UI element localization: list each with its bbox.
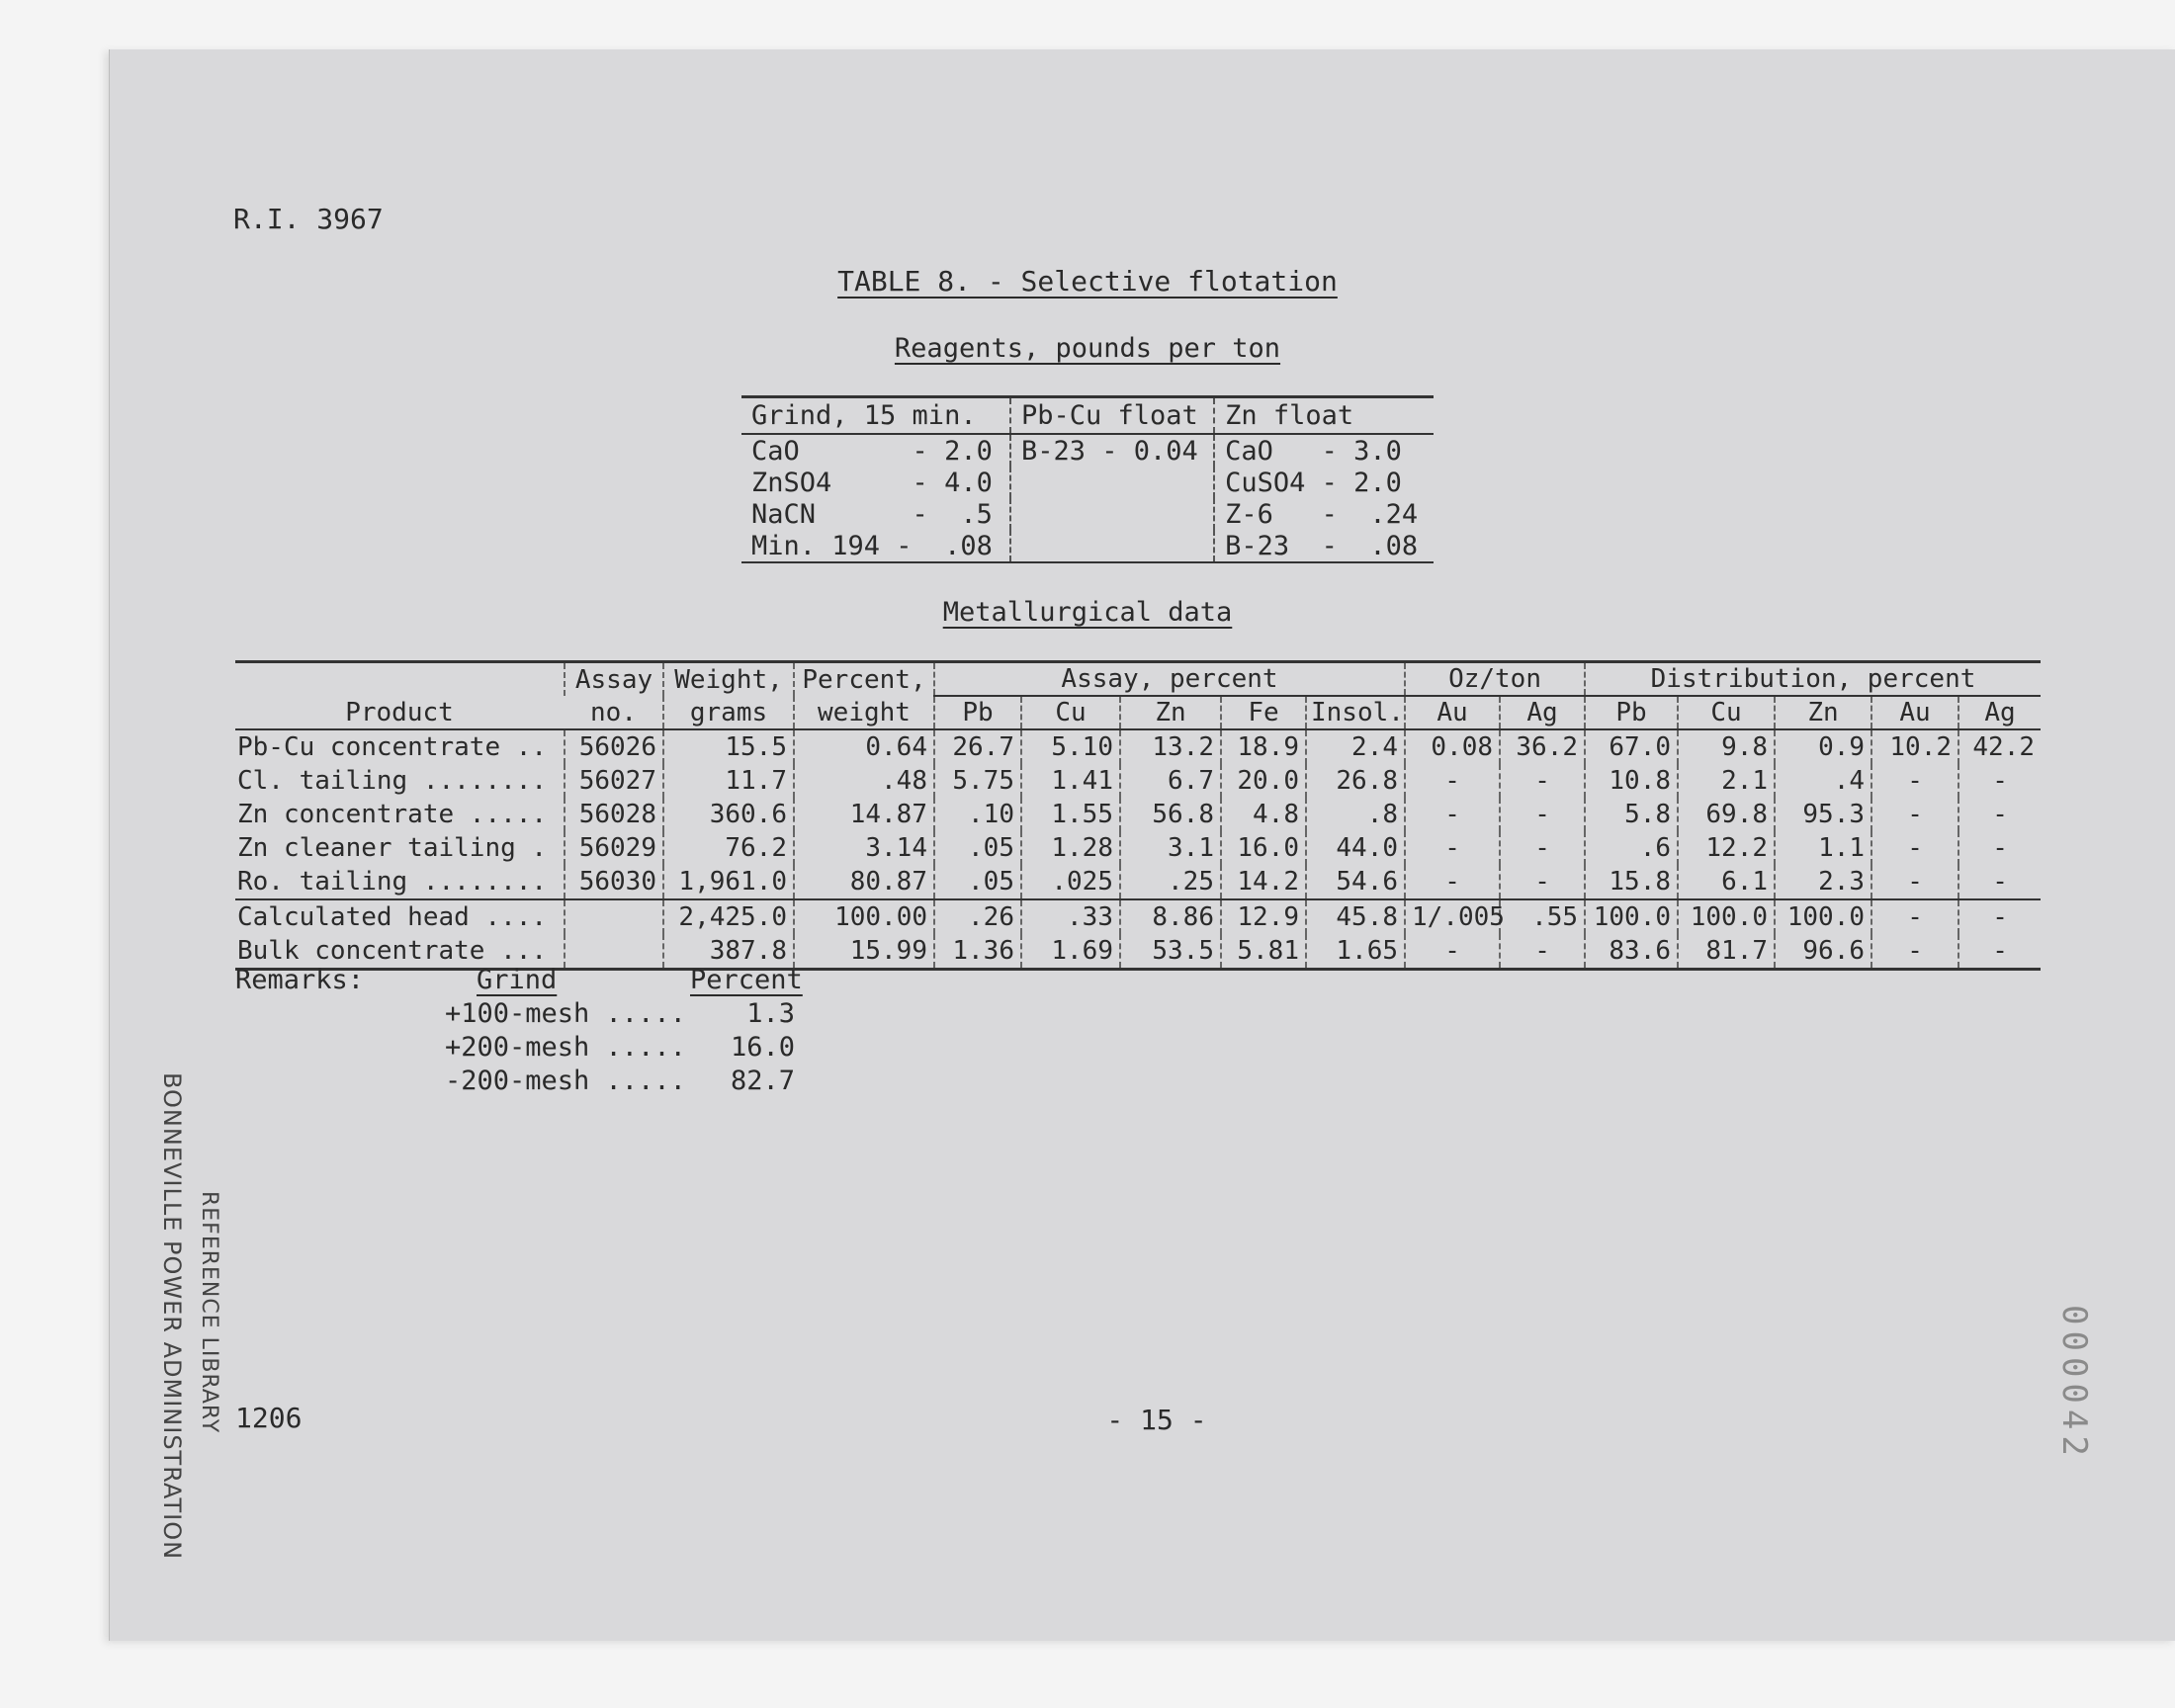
- table-cell: .6: [1585, 831, 1678, 865]
- reagents-table: [741, 395, 1434, 563]
- footer-left: 1206: [235, 1402, 303, 1434]
- table-cell: -: [1405, 865, 1500, 899]
- table-cell: 3.1: [1120, 831, 1221, 865]
- header-weight-top: Weight,: [663, 662, 794, 697]
- table-cell: 42.2: [1958, 729, 2041, 764]
- table-cell: -: [1871, 865, 1958, 899]
- table-row: [235, 764, 2041, 798]
- table-row: [235, 831, 2041, 865]
- table-cell: -: [1871, 764, 1958, 798]
- table-cell: -: [1871, 798, 1958, 831]
- table-cell: -: [1958, 831, 2041, 865]
- reagents-cell: CuSO4 - 2.0: [1214, 467, 1434, 498]
- table-cell: .10: [934, 798, 1021, 831]
- remarks-percent: 1.3: [746, 998, 795, 1029]
- product-name: Calculated head ....: [235, 899, 565, 934]
- header-assay-percent: Assay, percent: [934, 662, 1405, 697]
- table-cell: 5.10: [1021, 729, 1120, 764]
- table-cell: 1.65: [1306, 934, 1405, 970]
- serial-number: 000042: [2054, 1305, 2094, 1462]
- table-cell: 14.87: [794, 798, 934, 831]
- table-cell: -: [1500, 934, 1585, 970]
- table-cell: 1.55: [1021, 798, 1120, 831]
- header-col: Cu: [1678, 696, 1775, 729]
- table-cell: 69.8: [1678, 798, 1775, 831]
- table-cell: 26.7: [934, 729, 1021, 764]
- table-cell: 100.0: [1678, 899, 1775, 934]
- table-cell: .33: [1021, 899, 1120, 934]
- table-cell: 83.6: [1585, 934, 1678, 970]
- table-cell: [565, 934, 663, 970]
- table-cell: 45.8: [1306, 899, 1405, 934]
- table-cell: 15.5: [663, 729, 794, 764]
- table-cell: 12.2: [1678, 831, 1775, 865]
- header-col: Pb: [934, 696, 1021, 729]
- library-stamp: [127, 1072, 225, 1596]
- table-cell: 56030: [565, 865, 663, 899]
- table-cell: -: [1958, 764, 2041, 798]
- table-cell: 54.6: [1306, 865, 1405, 899]
- table-title: TABLE 8. - Selective flotation: [837, 265, 1338, 298]
- table-cell: 100.00: [794, 899, 934, 934]
- table-cell: 5.75: [934, 764, 1021, 798]
- remarks-grind: +200-mesh .....: [445, 1032, 686, 1063]
- table-cell: -: [1958, 899, 2041, 934]
- table-cell: 6.7: [1120, 764, 1221, 798]
- table-cell: 0.9: [1775, 729, 1871, 764]
- remarks-grind-header: Grind: [477, 965, 558, 995]
- header-col: Cu: [1021, 696, 1120, 729]
- table-cell: 2.3: [1775, 865, 1871, 899]
- table-cell: 36.2: [1500, 729, 1585, 764]
- table-cell: 1.1: [1775, 831, 1871, 865]
- table-cell: 26.8: [1306, 764, 1405, 798]
- stamp-line-1: REFERENCE LIBRARY: [197, 1191, 221, 1434]
- table-cell: -: [1500, 865, 1585, 899]
- table-cell: -: [1871, 899, 1958, 934]
- table-cell: 1.36: [934, 934, 1021, 970]
- remarks-grind: -200-mesh .....: [445, 1066, 686, 1096]
- reagents-title: Reagents, pounds per ton: [894, 333, 1281, 364]
- table-cell: 1.28: [1021, 831, 1120, 865]
- header-col: Au: [1871, 696, 1958, 729]
- table-cell: 80.87: [794, 865, 934, 899]
- remarks-percent: 82.7: [730, 1066, 795, 1096]
- table-cell: 14.2: [1221, 865, 1306, 899]
- header-distribution: Distribution, percent: [1585, 662, 2041, 697]
- reagents-cell: B-23 - 0.04: [1010, 434, 1214, 467]
- product-name: Zn cleaner tailing .: [237, 833, 548, 863]
- table-cell: 56028: [565, 798, 663, 831]
- table-cell: -: [1405, 798, 1500, 831]
- table-cell: 1,961.0: [663, 865, 794, 899]
- table-cell: 0.08: [1405, 729, 1500, 764]
- remarks-percent: 16.0: [730, 1032, 795, 1063]
- remarks-percent-header: Percent: [690, 965, 803, 995]
- page-number: - 15 -: [1106, 1404, 1207, 1436]
- header-col: Insol.: [1306, 696, 1405, 729]
- table-cell: 10.2: [1871, 729, 1958, 764]
- table-cell: -: [1500, 831, 1585, 865]
- table-cell: 76.2: [663, 831, 794, 865]
- reagents-cell: [1010, 498, 1214, 530]
- table-cell: -: [1871, 934, 1958, 970]
- table-cell: -: [1405, 831, 1500, 865]
- table-cell: .55: [1500, 899, 1585, 934]
- metallurgical-table: [235, 660, 2041, 971]
- table-cell: .26: [934, 899, 1021, 934]
- table-cell: 18.9: [1221, 729, 1306, 764]
- table-cell: 3.14: [794, 831, 934, 865]
- table-cell: 1.41: [1021, 764, 1120, 798]
- product-name: Pb-Cu concentrate ..: [237, 732, 548, 762]
- reagents-cell: CaO - 2.0: [751, 435, 993, 467]
- table-cell: .25: [1120, 865, 1221, 899]
- table-cell: -: [1405, 934, 1500, 970]
- report-id: R.I. 3967: [233, 203, 384, 235]
- reagents-cell: CaO - 3.0: [1214, 434, 1434, 467]
- table-cell: 1.69: [1021, 934, 1120, 970]
- table-cell: 360.6: [663, 798, 794, 831]
- product-name: Cl. tailing ........: [237, 766, 548, 796]
- table-cell: -: [1871, 831, 1958, 865]
- table-cell: 1/.005: [1405, 899, 1500, 934]
- remarks-label: Remarks:: [235, 965, 365, 995]
- reagents-cell: Min. 194 - .08: [751, 530, 993, 561]
- table-row: [235, 865, 2041, 899]
- table-cell: 9.8: [1678, 729, 1775, 764]
- header-assay-no: no.: [565, 696, 663, 729]
- metallurgical-title: Metallurgical data: [942, 597, 1233, 628]
- header-col: Zn: [1775, 696, 1871, 729]
- table-cell: 95.3: [1775, 798, 1871, 831]
- table-cell: 56029: [565, 831, 663, 865]
- table-row: [235, 899, 2041, 934]
- table-cell: 0.64: [794, 729, 934, 764]
- reagents-header-pbcu: Pb-Cu float: [1010, 397, 1214, 435]
- header-col: Fe: [1221, 696, 1306, 729]
- table-cell: 56026: [565, 729, 663, 764]
- reagents-row: [741, 530, 1434, 562]
- table-cell: 53.5: [1120, 934, 1221, 970]
- reagents-header-grind: Grind, 15 min.: [741, 397, 1010, 435]
- table-cell: .8: [1306, 798, 1405, 831]
- table-cell: -: [1958, 865, 2041, 899]
- table-row: [235, 798, 2041, 831]
- header-oz-ton: Oz/ton: [1405, 662, 1585, 697]
- header-col: Au: [1405, 696, 1500, 729]
- header-percent-top: Percent,: [794, 662, 934, 697]
- table-cell: .025: [1021, 865, 1120, 899]
- reagents-cell: [1010, 467, 1214, 498]
- reagents-cell: [1010, 530, 1214, 562]
- header-percent: weight: [794, 696, 934, 729]
- reagents-cell: Z-6 - .24: [1214, 498, 1434, 530]
- table-cell: 96.6: [1775, 934, 1871, 970]
- table-cell: 5.81: [1221, 934, 1306, 970]
- table-cell: 2.4: [1306, 729, 1405, 764]
- table-cell: 20.0: [1221, 764, 1306, 798]
- table-cell: 81.7: [1678, 934, 1775, 970]
- header-col: Zn: [1120, 696, 1221, 729]
- table-cell: 16.0: [1221, 831, 1306, 865]
- table-cell: 67.0: [1585, 729, 1678, 764]
- table-cell: 6.1: [1678, 865, 1775, 899]
- table-cell: -: [1500, 764, 1585, 798]
- table-cell: .05: [934, 865, 1021, 899]
- table-cell: 13.2: [1120, 729, 1221, 764]
- reagents-cell: B-23 - .08: [1214, 530, 1434, 562]
- table-cell: 387.8: [663, 934, 794, 970]
- reagents-row: [741, 467, 1434, 498]
- table-cell: 100.0: [1585, 899, 1678, 934]
- table-cell: -: [1405, 764, 1500, 798]
- header-col: Pb: [1585, 696, 1678, 729]
- table-cell: [565, 899, 663, 934]
- table-cell: -: [1958, 934, 2041, 970]
- stamp-line-2: BONNEVILLE POWER ADMINISTRATION: [158, 1072, 186, 1561]
- table-cell: -: [1958, 798, 2041, 831]
- remarks-grind: +100-mesh .....: [445, 998, 686, 1029]
- table-row: [235, 729, 2041, 764]
- table-cell: 8.86: [1120, 899, 1221, 934]
- table-cell: .4: [1775, 764, 1871, 798]
- header-col: Ag: [1500, 696, 1585, 729]
- table-cell: 44.0: [1306, 831, 1405, 865]
- table-cell: .05: [934, 831, 1021, 865]
- table-cell: -: [1500, 798, 1585, 831]
- reagents-cell: NaCN - .5: [751, 498, 993, 530]
- header-assay-no-top: Assay: [565, 662, 663, 697]
- reagents-row: [741, 498, 1434, 530]
- product-name: Bulk concentrate ...: [237, 936, 548, 966]
- table-cell: 56027: [565, 764, 663, 798]
- product-name: Zn concentrate .....: [237, 800, 548, 829]
- table-cell: 100.0: [1775, 899, 1871, 934]
- table-cell: 10.8: [1585, 764, 1678, 798]
- table-cell: 15.8: [1585, 865, 1678, 899]
- reagents-header-zn: Zn float: [1214, 397, 1434, 435]
- table-cell: 2.1: [1678, 764, 1775, 798]
- header-product: Product: [235, 662, 565, 730]
- table-cell: 15.99: [794, 934, 934, 970]
- reagents-row: [741, 434, 1434, 467]
- table-cell: 56.8: [1120, 798, 1221, 831]
- table-cell: 5.8: [1585, 798, 1678, 831]
- reagents-cell: ZnSO4 - 4.0: [751, 467, 993, 498]
- header-weight: grams: [663, 696, 794, 729]
- table-cell: 2,425.0: [663, 899, 794, 934]
- table-cell: 12.9: [1221, 899, 1306, 934]
- header-col: Ag: [1958, 696, 2041, 729]
- table-cell: .48: [794, 764, 934, 798]
- table-cell: 4.8: [1221, 798, 1306, 831]
- product-name: Ro. tailing ........: [237, 867, 548, 897]
- table-cell: 11.7: [663, 764, 794, 798]
